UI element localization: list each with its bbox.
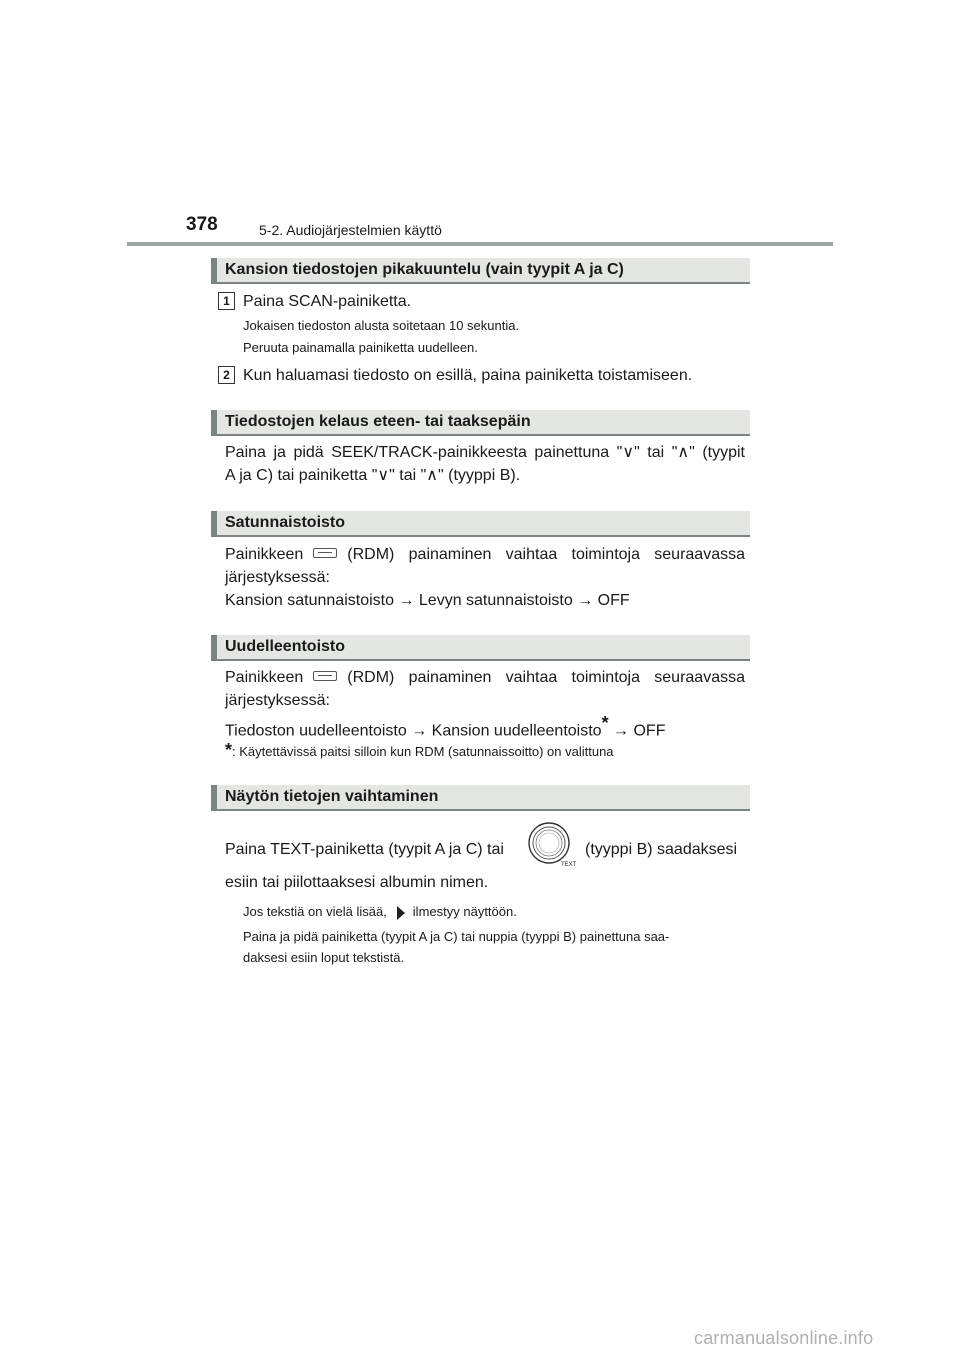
repeat-line2: järjestyksessä: xyxy=(225,692,330,709)
rdm-button-icon xyxy=(313,671,337,681)
display-line2: esiin tai piilottaaksesi albumin nimen. xyxy=(225,874,489,891)
asterisk-mark: * xyxy=(601,713,609,733)
random-line2: järjestyksessä: xyxy=(225,569,330,586)
page-number: 378 xyxy=(186,214,218,235)
footnote-asterisk: * xyxy=(225,740,233,760)
display-note2: Paina ja pidä painiketta (tyypit A ja C) tai nuppia (tyyppi B) painettuna saa- xyxy=(243,929,670,944)
display-note1-start: Jos tekstiä on vielä lisää, xyxy=(243,904,387,919)
display-note3: daksesi esiin loput tekstistä. xyxy=(243,950,405,965)
step1-note1: Jokaisen tiedoston alusta soitetaan 10 sekuntia. xyxy=(243,318,520,333)
step-badge-2: 2 xyxy=(218,366,235,384)
display-note1-end: ilmestyy näyttöön. xyxy=(412,904,517,919)
random-line3: Kansion satunnaistoisto → Levyn satunnaistoisto → OFF xyxy=(225,592,630,609)
repeat-line1 xyxy=(225,666,745,689)
repeat-line3-start: Tiedoston uudelleentoisto → Kansion uudelleentoisto xyxy=(225,722,602,740)
display-note1 xyxy=(243,901,517,923)
step1-note2: Peruuta painamalla painiketta uudelleen. xyxy=(243,340,478,355)
section-title-scan: Kansion tiedostojen pikakuuntelu (vain tyypit A ja C) xyxy=(211,258,750,284)
chapter-title: 5-2. Audiojärjestelmien käyttö xyxy=(259,222,442,238)
repeat-footnote xyxy=(225,739,614,763)
rdm-button-icon xyxy=(313,548,337,558)
knob-text-label: TEXT xyxy=(561,862,577,868)
footnote-text: : Käytettävissä paitsi silloin kun RDM (satunnaissoitto) on valittuna xyxy=(232,744,614,759)
display-line1-start: Paina TEXT-painiketta (tyypit A ja C) tai xyxy=(225,841,504,858)
step1-text: Paina SCAN-painiketta. xyxy=(243,293,412,310)
section-title-display: Näytön tietojen vaihtaminen xyxy=(211,785,750,811)
repeat-line1-start: Painikkeen xyxy=(225,669,304,686)
step-badge-1: 1 xyxy=(218,292,235,310)
random-line1-start: Painikkeen xyxy=(225,546,304,563)
repeat-line3-end: → OFF xyxy=(608,722,666,740)
text-knob-icon xyxy=(528,822,577,868)
seek-line2: A ja C) tai painiketta "∨" tai "∧" (tyyppi B). xyxy=(225,467,521,484)
random-line1 xyxy=(225,543,745,566)
section-title-random: Satunnaistoisto xyxy=(211,511,750,537)
repeat-line1-end: (RDM) painaminen vaihtaa toimintoja seuraavassa xyxy=(347,669,745,686)
step2-text: Kun haluamasi tiedosto on esillä, paina painiketta toistamiseen. xyxy=(243,367,693,384)
seek-line1: Paina ja pidä SEEK/TRACK-painikkeesta painettuna "∨" tai "∧" (tyypit xyxy=(225,444,745,461)
display-line1-end: (tyyppi B) saadaksesi xyxy=(585,841,738,858)
header-rule xyxy=(127,242,833,246)
repeat-line3 xyxy=(225,712,665,742)
more-text-arrow-icon xyxy=(397,906,405,920)
section-title-seek: Tiedostojen kelaus eteen- tai taaksepäin xyxy=(211,410,750,436)
watermark: carmanualsonline.info xyxy=(694,1328,874,1348)
section-title-repeat: Uudelleentoisto xyxy=(211,635,750,661)
random-line1-end: (RDM) painaminen vaihtaa toimintoja seuraavassa xyxy=(347,546,745,563)
